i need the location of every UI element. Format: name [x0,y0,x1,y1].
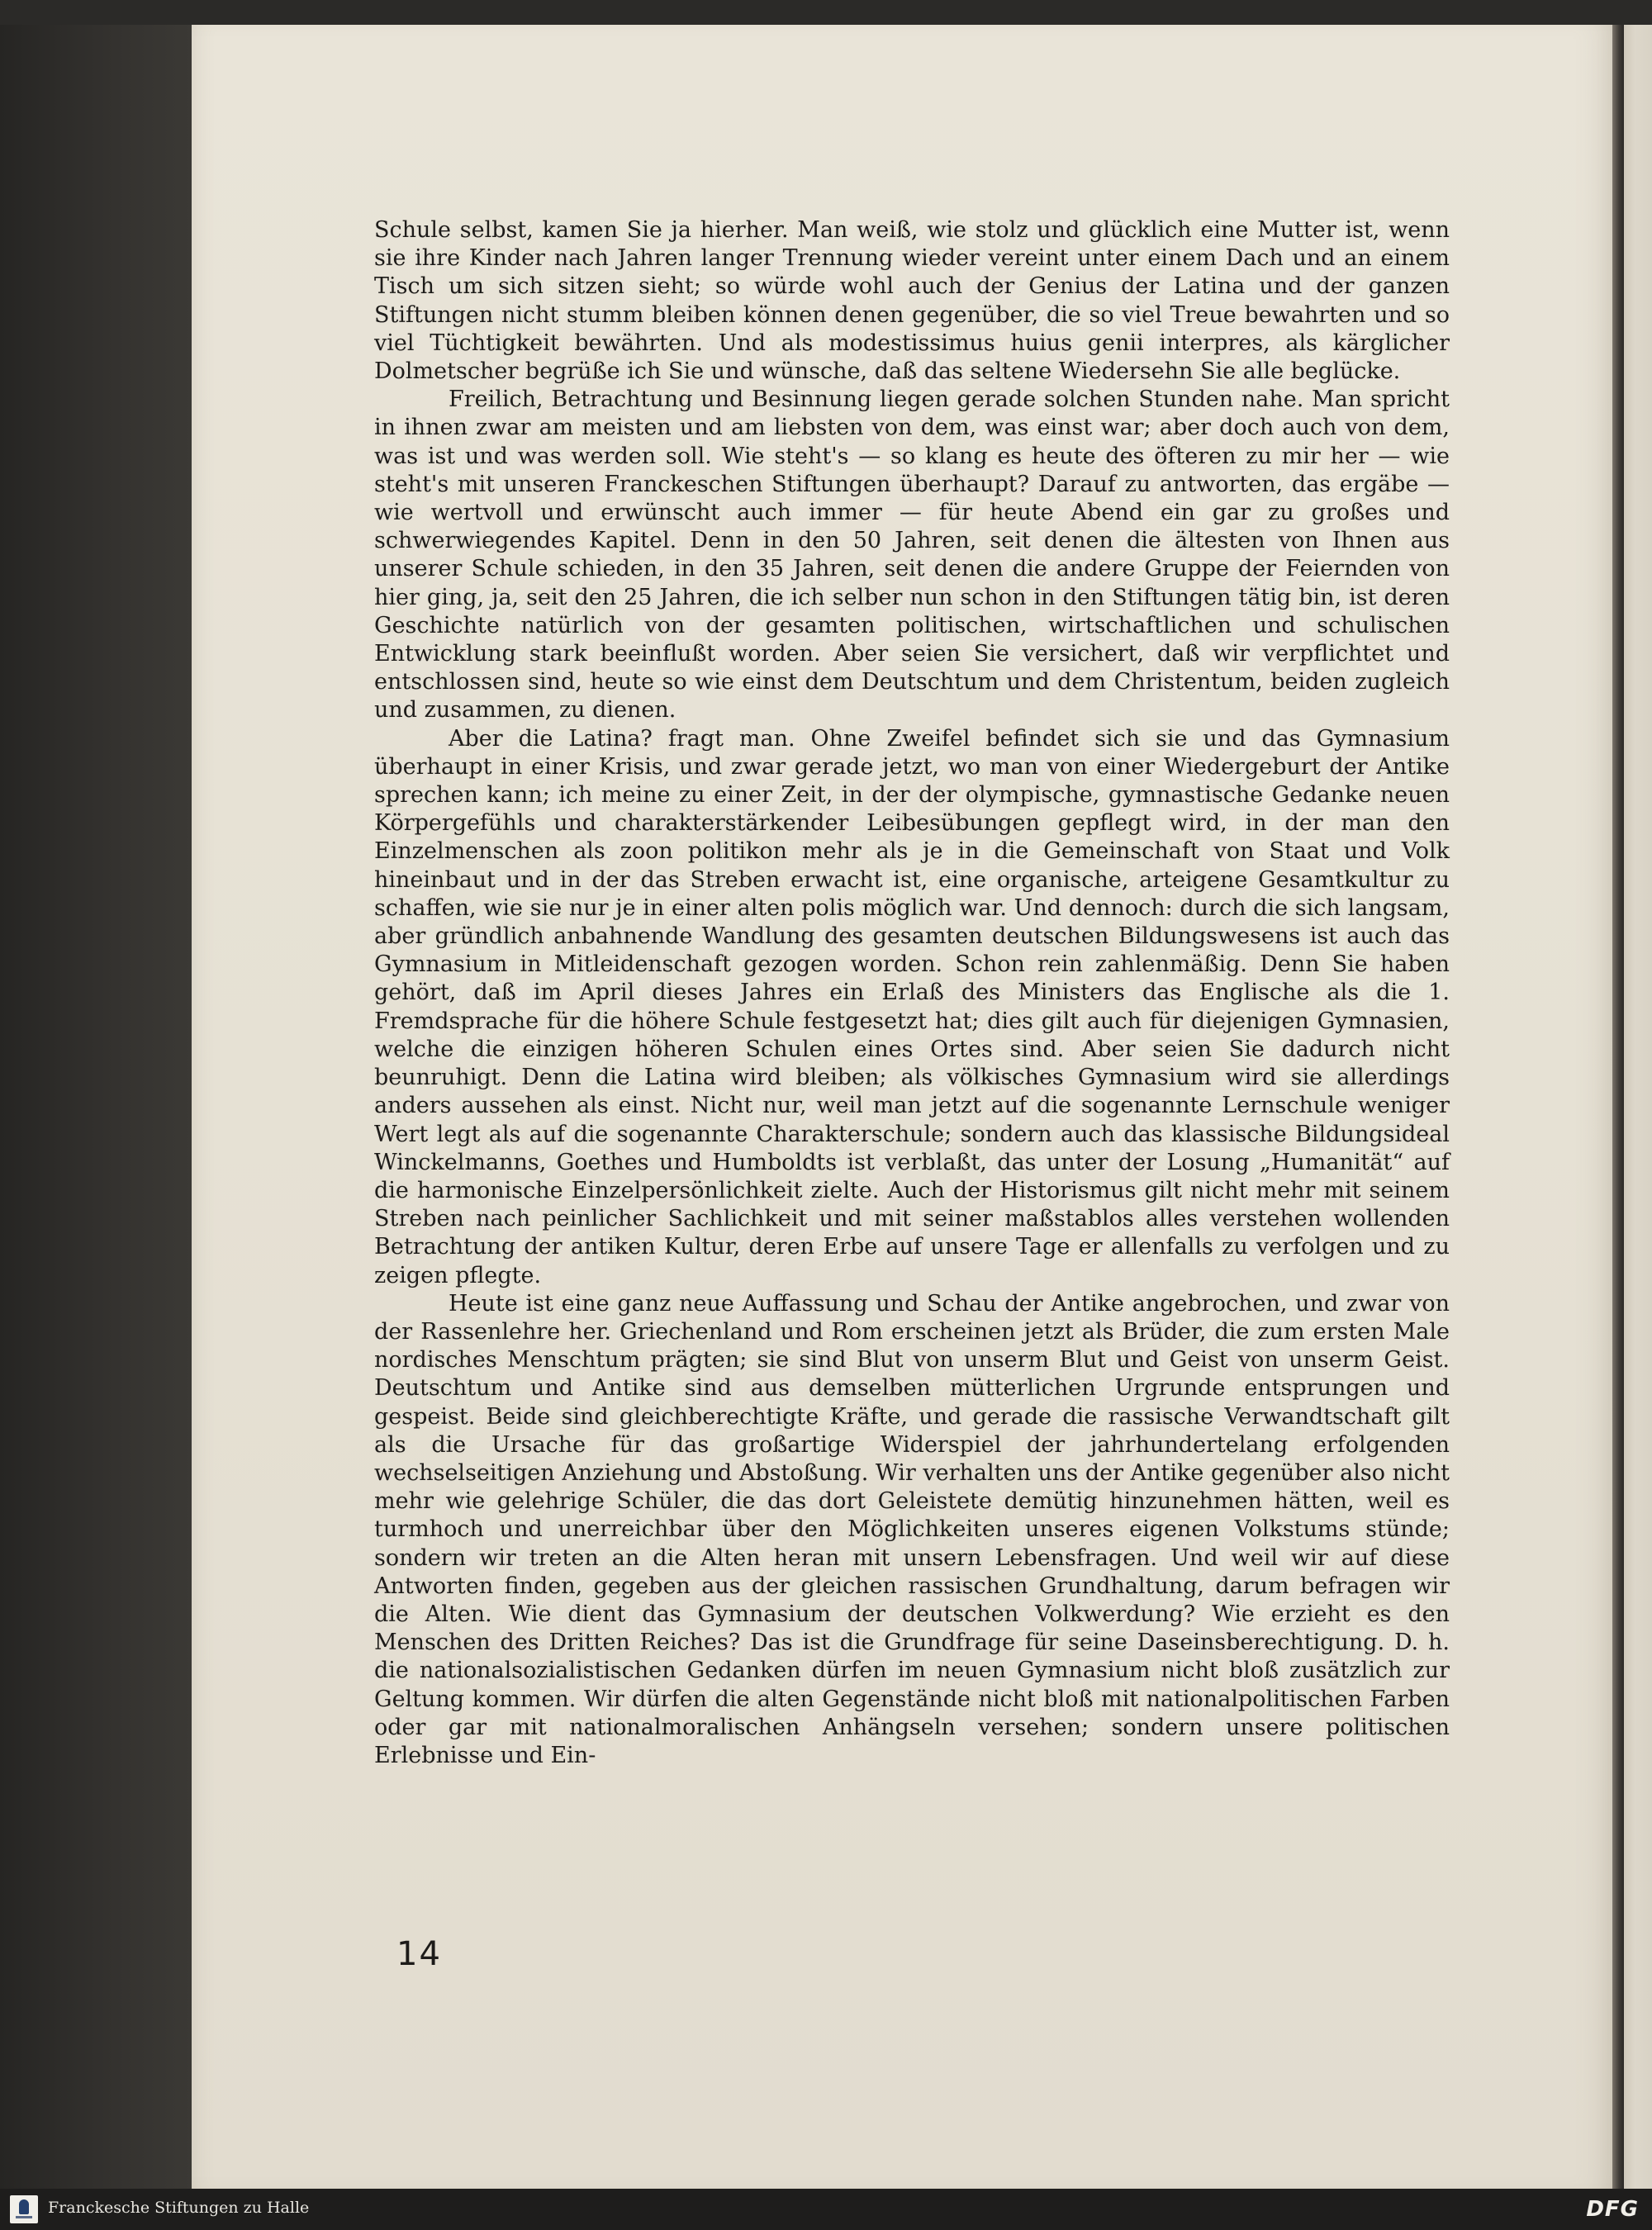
paragraph-4: Heute ist eine ganz neue Auffassung und Schau der Antike angebrochen, und zwar von der Rassenlehre her. Griechenland und Rom erscheinen jetzt als Brüder, die zum ersten Male nordisches Menschtum prägten; sie sind Blut von unserm Blut und Geist von unserm Geist. Deutschtum und Antike sind aus demselben mütterlichen Urgrunde entsprungen und gespeist. Beide sind gleichberechtigte Kräfte, und gerade die rassische Verwandtschaft gilt als die Ursache für das großartige Widerspiel der jahrhundertelang erfolgenden wechselseitigen Anziehung und Abstoßung. Wir verhalten uns der Antike gegenüber also nicht mehr wie gelehrige Schüler, die das dort Geleistete demütig hinzunehmen hätten, weil es turmhoch und unerreichbar über den Möglichkeiten unseres eigenen Volkstums stünde; sondern wir treten an die Alten heran mit unsern Lebensfragen. Und weil wir auf diese Antworten finden, gegeben aus der gleichen rassischen Grundhaltung, darum befragen wir die Alten. Wie dient das Gymnasium der deutschen Volkwerdung? Wie erzieht es den Menschen des Dritten Reiches? Das ist die Grundfrage für seine Daseinsberechtigung. D. h. die nationalsozialistischen Gedanken dürfen im neuen Gymnasium nicht bloß zusätzlich zur Geltung kommen. Wir dürfen die alten Gegenstände nicht bloß mit nationalpolitischen Farben oder gar mit nationalmoralischen Anhängseln versehen; sondern unsere politischen Erlebnisse und Ein- [374,1290,1450,1768]
page-gutter [1612,25,1624,2189]
institution-name[interactable]: Franckesche Stiftungen zu Halle [48,2199,310,2217]
page-number: 14 [396,1935,442,1973]
paragraph-1: Schule selbst, kamen Sie ja hierher. Man weiß, wie stolz und glücklich eine Mutter ist, wenn sie ihre Kinder nach Jahren langer Trennung wieder vereint unter einem Dach und an einem Tisch um sich sitzen sieht; so würde wohl auch der Genius der Latina und der ganzen Stiftungen nicht stumm bleiben können denen gegenüber, die so viel Treue bewahrten und so viel Tüchtigkeit bewährten. Und als modestissimus huius genii interpres, als kärglicher Dolmetscher begrüße ich Sie und wünsche, daß das seltene Wiedersehn Sie alle beglücke. [374,217,1450,385]
franckesche-stiftungen-logo-icon[interactable] [10,2195,38,2223]
viewer-footer [0,2189,1652,2230]
next-page-edge [1624,25,1652,2189]
paragraph-2: Freilich, Betrachtung und Besinnung liegen gerade solchen Stunden nahe. Man spricht in ihnen zwar am meisten und am liebsten von dem, was einst war; aber doch auch von dem, was ist und was werden soll. Wie steht's — so klang es heute des öfteren zu mir her — wie steht's mit unseren Franckeschen Stiftungen überhaupt? Darauf zu antworten, das ergäbe — wie wertvoll und erwünscht auch immer — für heute Abend ein gar zu großes und schwerwiegendes Kapitel. Denn in den 50 Jahren, seit denen die ältesten von Ihnen aus unserer Schule schieden, in den 35 Jahren, seit denen die andere Gruppe der Feiernden von hier ging, ja, seit den 25 Jahren, die ich selber nun schon in den Stiftungen tätig bin, ist deren Geschichte natürlich von der gesamten politischen, wirtschaftlichen und schulischen Entwicklung stark beeinflußt worden. Aber seien Sie versichert, daß wir verpflichtet und entschlossen sind, heute so wie einst dem Deutschtum und dem Christentum, beiden zugleich und zusammen, zu dienen. [374,387,1450,724]
scanner-background-top [0,0,1652,25]
scanner-background-left [0,0,192,2230]
dfg-logo[interactable]: DFG [1586,2197,1639,2222]
body-text [374,216,1450,1770]
paragraph-3: Aber die Latina? fragt man. Ohne Zweifel befindet sich sie und das Gymnasium überhaupt in einer Krisis, und zwar gerade jetzt, wo man von einer Wiedergeburt der Antike sprechen kann; ich meine zu einer Zeit, in der der olympische, gymnastische Gedanke neuen Körpergefühls und charakterstärkender Leibesübungen gepflegt wird, in der man den Einzelmenschen als zoon politikon mehr als je in die Gemeinschaft von Staat und Volk hineinbaut und in der das Streben erwacht ist, eine organische, arteigene Gesamtkultur zu schaffen, wie sie nur je in einer alten polis möglich war. Und dennoch: durch die sich langsam, aber gründlich anbahnende Wandlung des gesamten deutschen Bildungswesens ist auch das Gymnasium in Mitleidenschaft gezogen worden. Schon rein zahlenmäßig. Denn Sie haben gehört, daß im April dieses Jahres ein Erlaß des Ministers das Englische als die 1. Fremdsprache für die höhere Schule festgesetzt hat; dies gilt auch für diejenigen Gymnasien, welche die einzigen höheren Schulen eines Ortes sind. Aber seien Sie dadurch nicht beunruhigt. Denn die Latina wird bleiben; als völkisches Gymnasium wird sie allerdings anders aussehen als einst. Nicht nur, weil man jetzt auf die sogenannte Lernschule weniger Wert legt als auf die sogenannte Charakterschule; sondern auch das klassische Bildungsideal Winckelmanns, Goethes und Humboldts ist verblaßt, das unter der Losung „Humanität“ auf die harmonische Einzelpersönlichkeit zielte. Auch der Historismus gilt nicht mehr mit seinem Streben nach peinlicher Sachlichkeit und mit seiner maßstablos alles verstehen wollenden Betrachtung der antiken Kultur, deren Erbe auf unsere Tage er allenfalls zu verfolgen und zu zeigen pflegte. [374,725,1450,1288]
